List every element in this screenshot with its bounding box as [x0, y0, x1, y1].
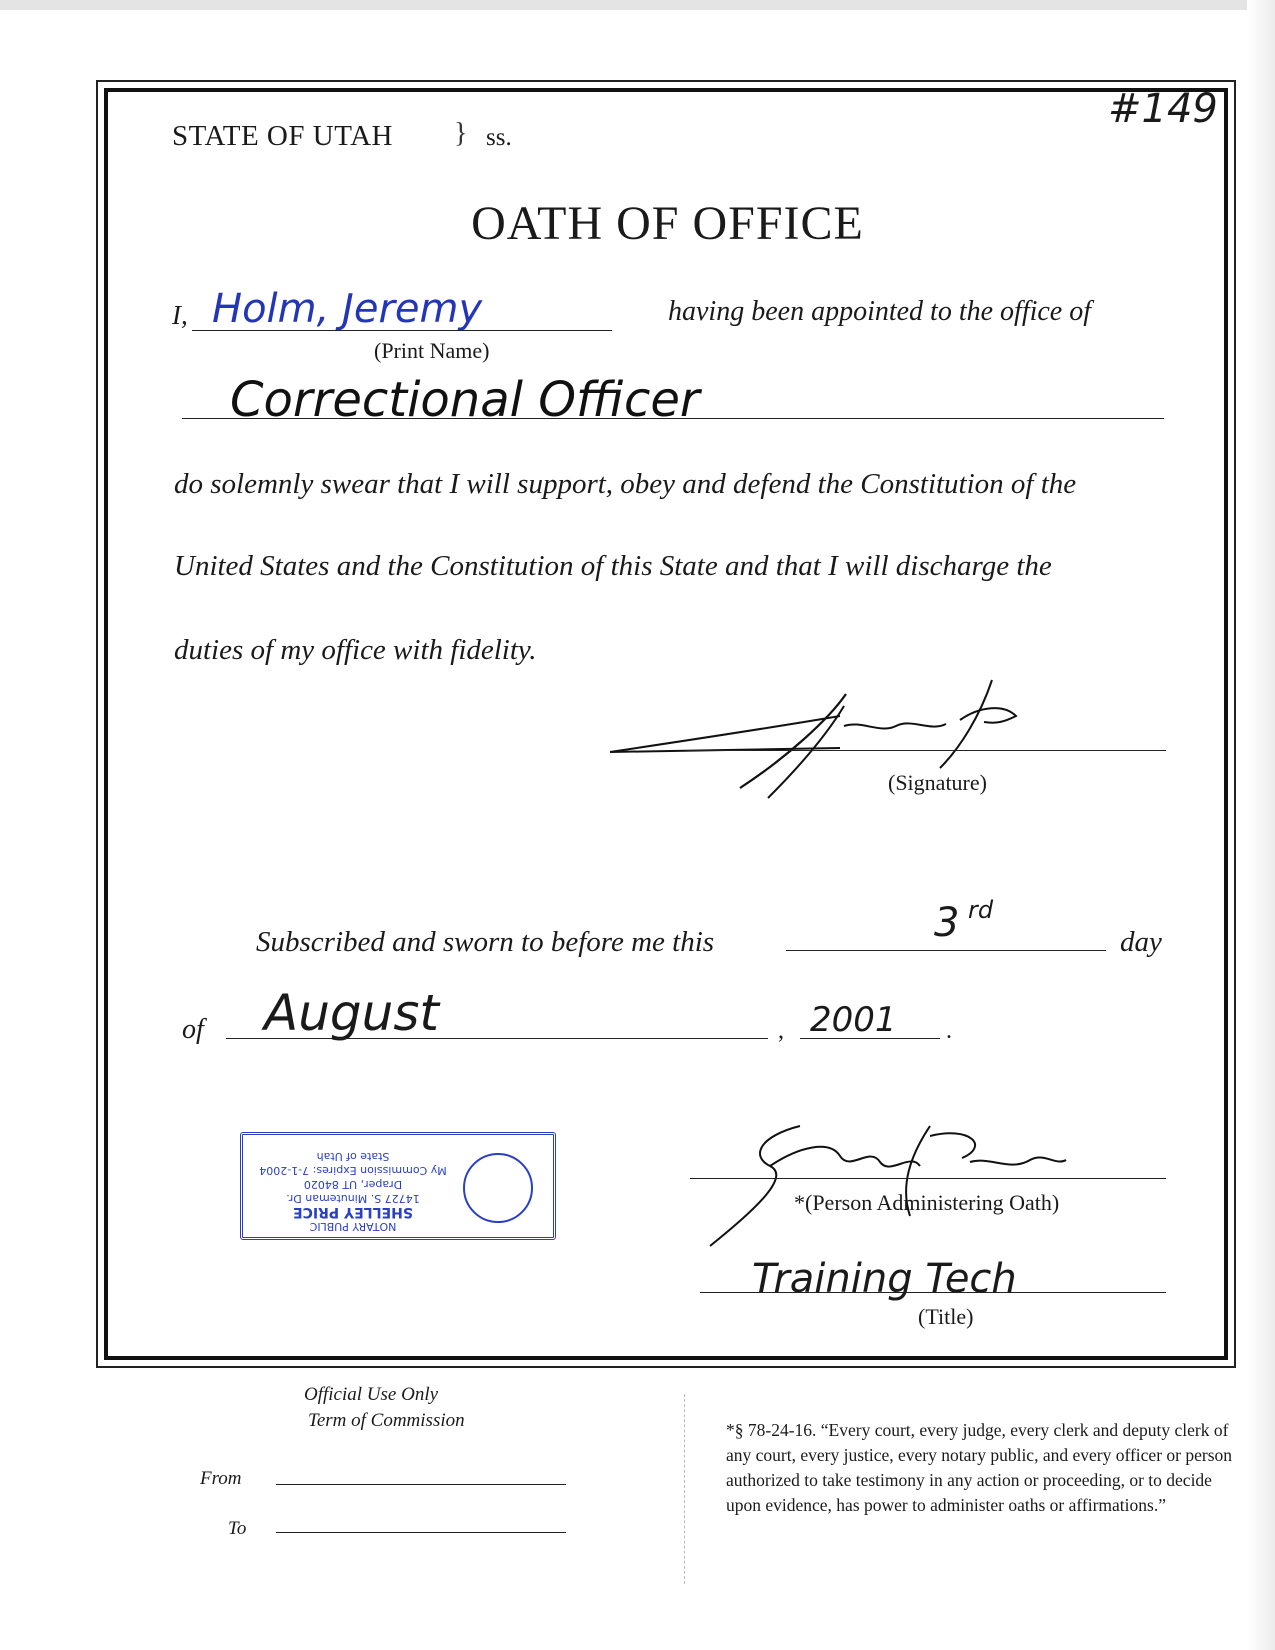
state-heading: STATE OF UTAH [172, 120, 393, 152]
day-handwritten: 3 [934, 900, 960, 946]
appointed-text: having been appointed to the office of [668, 296, 1092, 327]
signature-label: (Signature) [888, 770, 987, 795]
document-title: OATH OF OFFICE [471, 197, 864, 250]
notary-stamp-text: NOTARY PUBLIC SHELLEY PRICE 14727 S. Minuteman Dr. Draper, UT 84020 My Commission Expires: 7-1-2004 State of Utah [259, 1150, 447, 1233]
administrator-line [690, 1178, 1166, 1179]
brace-mark: } [454, 118, 468, 149]
from-line [276, 1484, 566, 1485]
period: . [946, 1018, 952, 1044]
day-suffix-handwritten: rd [968, 896, 994, 924]
office-handwritten: Correctional Officer [230, 372, 700, 428]
title-label: (Title) [918, 1304, 974, 1329]
signature-line [686, 750, 1166, 751]
administrator-signature [700, 1116, 1080, 1256]
divider [684, 1394, 685, 1584]
appointee-name-handwritten: Holm, Jeremy [212, 286, 483, 332]
to-label: To [228, 1518, 247, 1539]
comma: , [778, 1018, 784, 1044]
month-line [226, 1038, 768, 1039]
name-line [192, 330, 612, 331]
office-line [182, 418, 1164, 419]
case-number-handwritten: #149 [1108, 86, 1218, 132]
term-of-commission-heading: Term of Commission [308, 1410, 465, 1431]
year-handwritten: 2001 [810, 1000, 897, 1040]
i-label: I, [172, 300, 188, 330]
title-line [700, 1292, 1166, 1293]
subscribed-text: Subscribed and sworn to before me this [256, 926, 715, 958]
from-label: From [200, 1468, 242, 1489]
of-label: of [182, 1014, 204, 1045]
oath-line-1: do solemnly swear that I will support, obey and defend the Constitution of the [174, 468, 1077, 500]
oath-line-3: duties of my office with fidelity. [174, 634, 537, 666]
administrator-label: *(Person Administering Oath) [794, 1190, 1060, 1215]
administrator-title-handwritten: Training Tech [752, 1256, 1017, 1302]
year-line [800, 1038, 940, 1039]
appointee-signature [600, 676, 1080, 806]
oath-line-2: United States and the Constitution of this State and that I will discharge the [174, 550, 1052, 582]
scan-edge-top [0, 0, 1275, 10]
month-handwritten: August [264, 984, 439, 1042]
day-line [786, 950, 1106, 951]
print-name-label: (Print Name) [374, 338, 490, 363]
notary-stamp [240, 1132, 556, 1240]
state-seal-icon [463, 1153, 533, 1223]
official-use-heading: Official Use Only [304, 1384, 439, 1405]
ss-label: ss. [486, 124, 512, 151]
day-label: day [1120, 926, 1162, 958]
to-line [276, 1532, 566, 1533]
statute-note: *§ 78-24-16. “Every court, every judge, every clerk and deputy clerk of any court, every justice, every notary public, and every officer or person authorized to take testimony in any action or proceeding, or to decide upon evidence, has power to administer oaths or affirmations.” [726, 1420, 1233, 1515]
